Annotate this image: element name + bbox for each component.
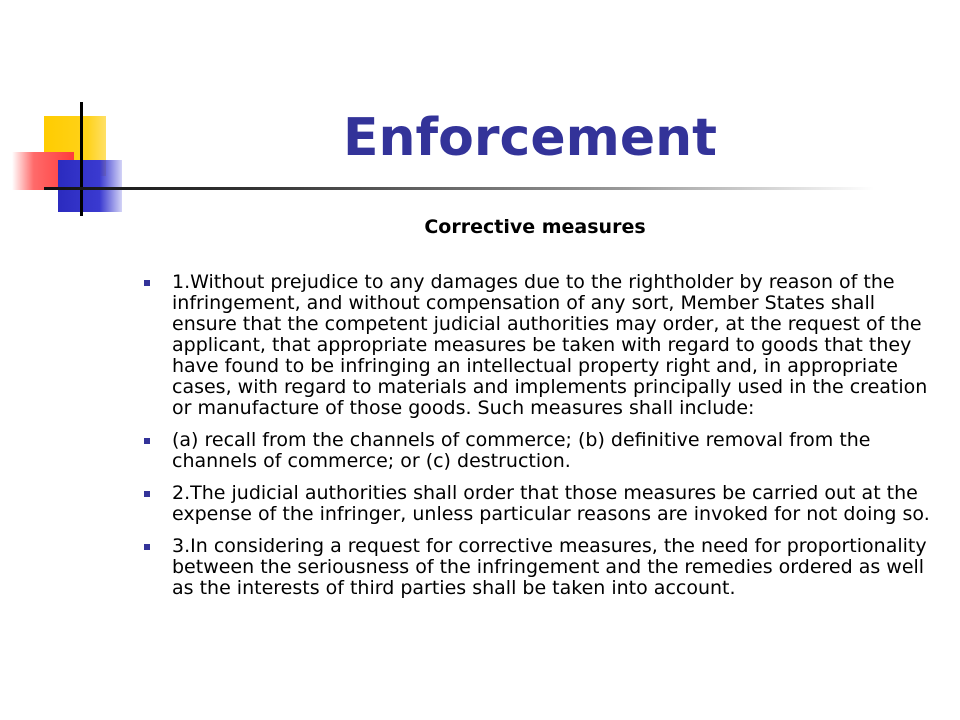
- bullet-text: 1.Without prejudice to any damages due to the rightholder by reason of the infringement, and without compensation of any sort, Member States shall ensure that the competent judicial authorities may order, at the request of the applicant, that appropriate measures be taken with regard to goods that they have found to be infringing an intellectual property right and, in appropriate cases, with regard to materials and implements principally used in the creation or manufacture of those goods. Such measures shall include:: [172, 271, 928, 419]
- decorative-blue-block: [58, 160, 122, 212]
- square-bullet-icon: [144, 491, 150, 497]
- title-underline: [44, 187, 874, 190]
- bullet-item: [144, 536, 944, 599]
- bullet-item: [144, 272, 944, 419]
- bullet-item: [144, 483, 944, 525]
- square-bullet-icon: [144, 438, 150, 444]
- decorative-vertical-line: [80, 102, 83, 216]
- slide-title: Enforcement: [343, 108, 717, 168]
- slide-subtitle: Corrective measures: [424, 216, 646, 238]
- bullet-item: [144, 430, 944, 472]
- bullet-text: 3.In considering a request for corrective measures, the need for proportionality between the seriousness of the infringement and the remedies ordered as well as the interests of third parties shall be taken into account.: [172, 535, 927, 599]
- square-bullet-icon: [144, 544, 150, 550]
- bullet-text: 2.The judicial authorities shall order that those measures be carried out at the expense of the infringer, unless particular reasons are invoked for not doing so.: [172, 482, 930, 525]
- bullet-list: [144, 272, 944, 610]
- bullet-text: (a) recall from the channels of commerce; (b) definitive removal from the channels of commerce; or (c) destruction.: [172, 429, 871, 472]
- square-bullet-icon: [144, 280, 150, 286]
